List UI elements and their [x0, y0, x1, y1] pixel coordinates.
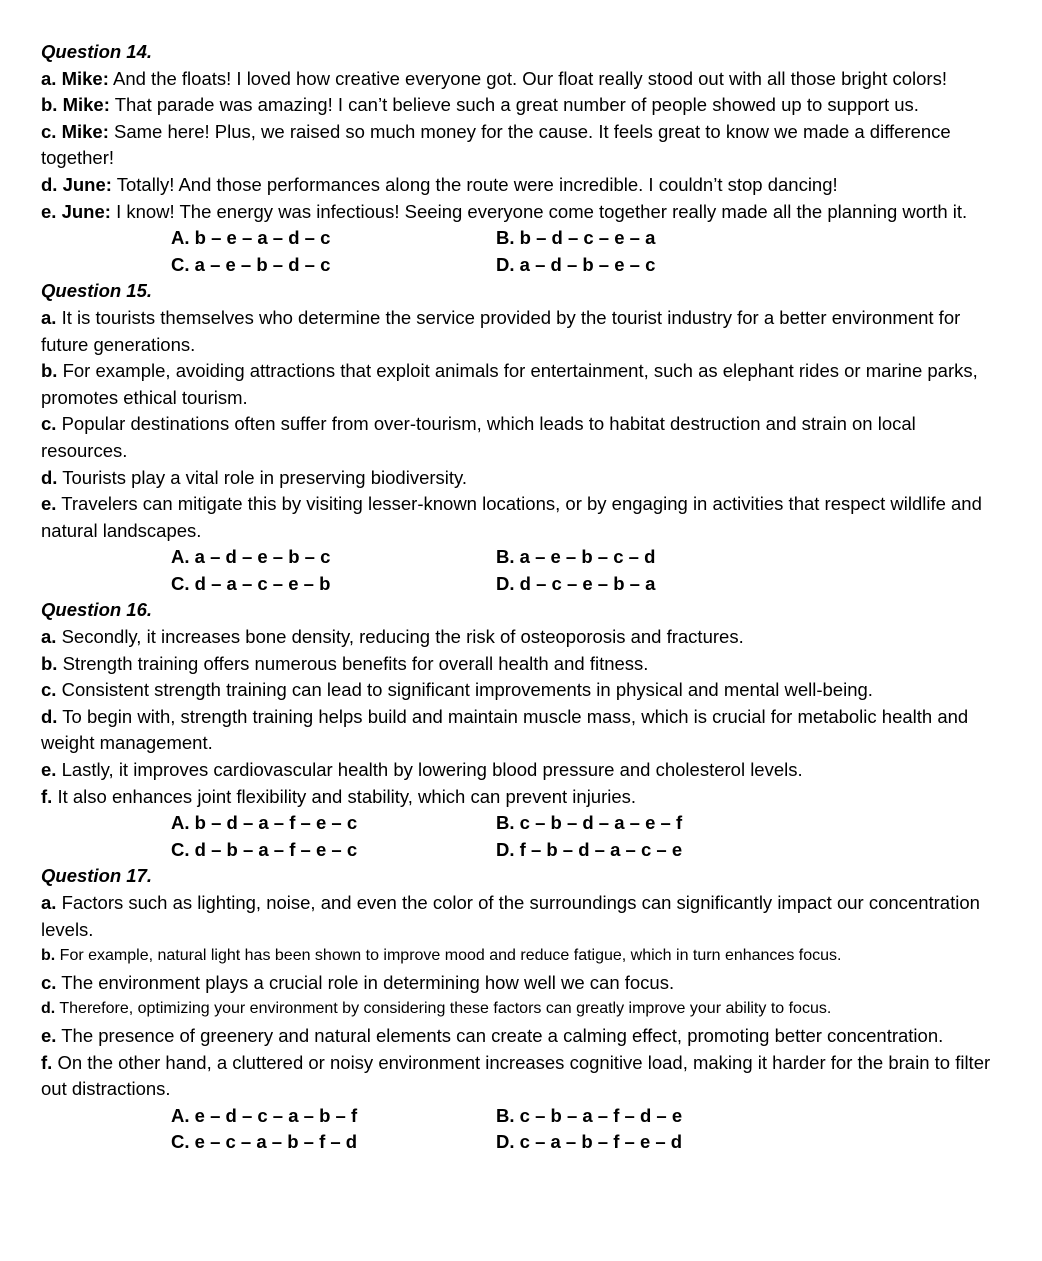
option-c[interactable]: C. d – a – c – e – b	[171, 572, 331, 594]
item-text: Totally! And those performances along the route were incredible. I couldn’t stop dancing!	[116, 173, 838, 195]
item-text: Lastly, it improves cardiovascular health by lowering blood pressure and cholesterol levels.	[61, 759, 803, 781]
question-14	[41, 39, 1002, 278]
answer-options	[41, 544, 1002, 597]
item-label: b.	[41, 947, 56, 965]
option-a[interactable]: A. e – d – c – a – b – f	[171, 1104, 358, 1126]
item-text: And the floats! I loved how creative everyone got. Our float really stood out with all those bright colors!	[113, 67, 947, 89]
item-label: a.	[41, 306, 57, 328]
item-a	[41, 305, 1002, 358]
item-label: a.	[41, 67, 57, 89]
item-label: c.	[41, 679, 57, 701]
question-17	[41, 863, 1002, 1156]
item-c	[41, 677, 1002, 704]
item-d	[41, 704, 1002, 757]
item-label: e.	[41, 759, 57, 781]
item-text: It is tourists themselves who determine the service provided by the tourist industry for a better environment for future generations.	[41, 306, 961, 355]
item-text: That parade was amazing! I can’t believe such a great number of people showed up to support us.	[114, 94, 919, 116]
speaker: Mike:	[61, 120, 109, 142]
question-title: Question 14.	[41, 41, 153, 62]
question-title: Question 16.	[41, 599, 153, 621]
item-text: To begin with, strength training helps build and maintain muscle mass, which is crucial for metabolic health and weight management.	[41, 705, 969, 754]
item-text: For example, avoiding attractions that exploit animals for entertainment, such as elephant rides or marine parks, promotes ethical tourism.	[41, 360, 978, 408]
item-d	[41, 172, 1002, 199]
item-label: f.	[41, 1051, 53, 1073]
speaker: Mike:	[62, 94, 110, 116]
item-label: a.	[41, 892, 57, 913]
option-a[interactable]: A. b – d – a – f – e – c	[171, 812, 358, 834]
item-label: c.	[41, 971, 57, 993]
answer-options	[41, 225, 1002, 278]
question-title: Question 17.	[41, 865, 153, 887]
item-f	[41, 1050, 1002, 1103]
item-b	[41, 358, 1002, 411]
option-b[interactable]: B. b – d – c – e – a	[496, 227, 656, 249]
item-label: f.	[41, 785, 53, 807]
item-text: Same here! Plus, we raised so much money for the cause. It feels great to know we made a difference together!	[41, 120, 951, 169]
item-e	[41, 491, 1002, 544]
option-b[interactable]: B. c – b – a – f – d – e	[496, 1104, 683, 1126]
speaker: June:	[62, 173, 112, 195]
item-text: Consistent strength training can lead to significant improvements in physical and mental well-being.	[61, 679, 873, 701]
item-text: Therefore, optimizing your environment by considering these factors can greatly improve your ability to focus.	[59, 1000, 832, 1018]
item-label: b.	[41, 360, 58, 382]
item-a	[41, 624, 1002, 651]
item-text: The environment plays a crucial role in determining how well we can focus.	[61, 971, 675, 993]
item-text: It also enhances joint flexibility and stability, which can prevent injuries.	[57, 785, 637, 807]
item-e	[41, 757, 1002, 784]
item-label: e.	[41, 493, 57, 515]
item-label: e.	[41, 1024, 57, 1046]
item-label: d.	[41, 705, 58, 727]
option-b[interactable]: B. c – b – d – a – e – f	[496, 812, 683, 834]
answer-options	[41, 1103, 1002, 1156]
item-label: d.	[41, 466, 58, 488]
item-e	[41, 1023, 1002, 1050]
question-title: Question 15.	[41, 280, 153, 302]
item-text: The presence of greenery and natural elements can create a calming effect, promoting better concentration.	[61, 1024, 944, 1046]
option-b[interactable]: B. a – e – b – c – d	[496, 546, 656, 568]
option-d[interactable]: D. d – c – e – b – a	[496, 572, 656, 594]
option-d[interactable]: D. c – a – b – f – e – d	[496, 1131, 683, 1153]
item-c	[41, 411, 1002, 464]
item-e	[41, 199, 1002, 226]
item-text: I know! The energy was infectious! Seeing everyone come together really made all the planning worth it.	[116, 200, 968, 222]
item-label: a.	[41, 626, 57, 648]
item-text: On the other hand, a cluttered or noisy environment increases cognitive load, making it harder for the brain to filter out distractions.	[41, 1051, 991, 1100]
answer-options	[41, 810, 1002, 863]
item-c	[41, 119, 1002, 172]
option-c[interactable]: C. a – e – b – d – c	[171, 253, 331, 275]
item-text: Secondly, it increases bone density, reducing the risk of osteoporosis and fractures.	[61, 626, 744, 648]
item-text: Strength training offers numerous benefits for overall health and fitness.	[62, 652, 649, 674]
item-text: For example, natural light has been shown to improve mood and reduce fatigue, which in turn enhances focus.	[59, 947, 842, 965]
item-text: Popular destinations often suffer from over-tourism, which leads to habitat destruction and strain on local resources.	[41, 413, 916, 461]
option-d[interactable]: D. f – b – d – a – c – e	[496, 838, 683, 860]
item-b	[41, 943, 1002, 970]
item-d	[41, 996, 1002, 1023]
item-label: d.	[41, 173, 58, 195]
option-a[interactable]: A. b – e – a – d – c	[171, 227, 331, 249]
item-label: e.	[41, 200, 57, 222]
item-text: Tourists play a vital role in preserving biodiversity.	[62, 466, 468, 488]
question-16	[41, 597, 1002, 863]
item-b	[41, 651, 1002, 678]
item-label: c.	[41, 413, 57, 435]
option-c[interactable]: C. d – b – a – f – e – c	[171, 838, 358, 860]
option-d[interactable]: D. a – d – b – e – c	[496, 253, 656, 275]
item-a	[41, 66, 1002, 93]
item-d	[41, 465, 1002, 492]
item-label: b.	[41, 652, 58, 674]
speaker: June:	[61, 200, 111, 222]
item-label: c.	[41, 120, 57, 142]
item-text: Travelers can mitigate this by visiting lesser-known locations, or by engaging in activities that respect wildlife and natural landscapes.	[41, 493, 982, 541]
option-c[interactable]: C. e – c – a – b – f – d	[171, 1131, 358, 1153]
item-f	[41, 784, 1002, 811]
question-15	[41, 278, 1002, 597]
item-label: d.	[41, 1000, 56, 1018]
item-text: Factors such as lighting, noise, and even the color of the surroundings can significantly impact our concentration levels.	[41, 892, 980, 940]
item-b	[41, 92, 1002, 119]
item-a	[41, 890, 1002, 943]
item-label: b.	[41, 94, 58, 116]
option-a[interactable]: A. a – d – e – b – c	[171, 546, 331, 568]
speaker: Mike:	[61, 67, 109, 89]
item-c	[41, 970, 1002, 997]
